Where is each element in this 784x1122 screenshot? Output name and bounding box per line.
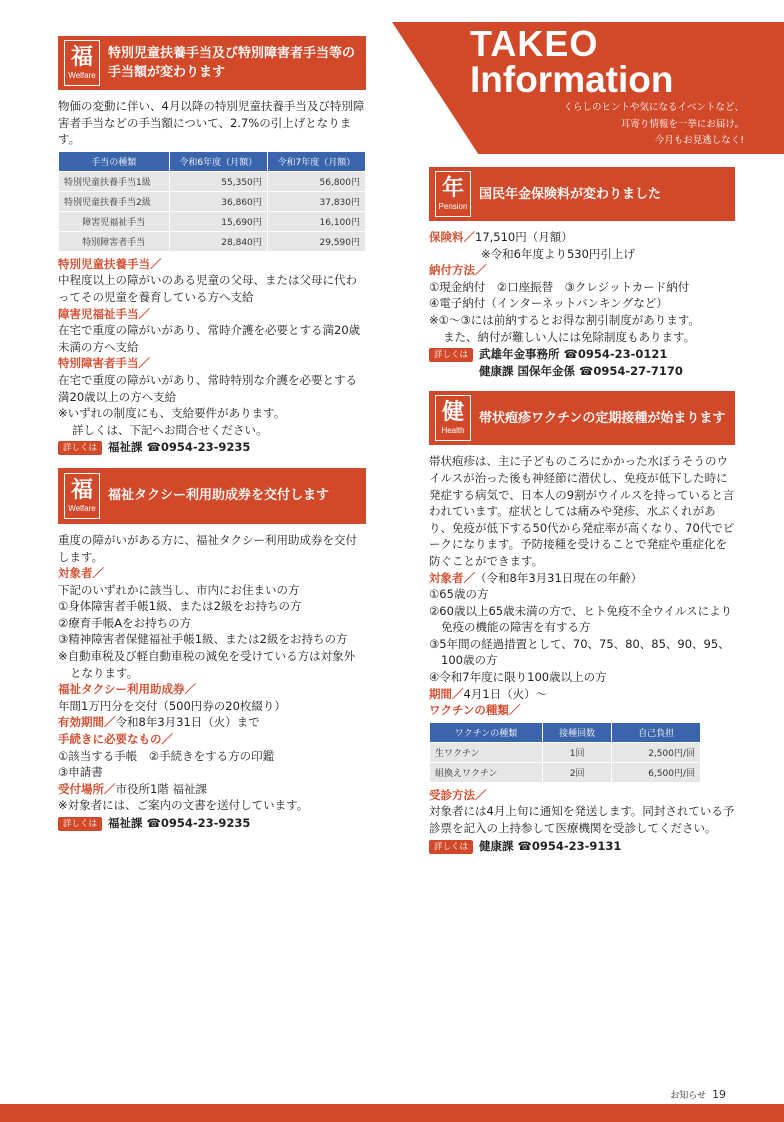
table-cell: 36,860円 xyxy=(169,191,267,211)
pension-title: 国民年金保険料が変わりました xyxy=(479,186,662,202)
table-cell: 1回 xyxy=(543,742,612,762)
details-badge: 詳しくは xyxy=(429,348,473,362)
table-header: ワクチンの種類 xyxy=(430,722,543,742)
place-text: 市役所1階 福祉課 xyxy=(115,781,207,796)
table-header: 自己負担 xyxy=(612,722,701,742)
banner-title-information: Information xyxy=(470,59,674,100)
visit-text: 対象者には4月上旬に通知を発送します。同封されている予診票を記入の上持参して医療機関を受診してください。 xyxy=(429,804,735,836)
pension-article xyxy=(429,167,735,379)
taxi-place xyxy=(58,781,366,798)
details-badge: 詳しくは xyxy=(429,840,473,854)
taxi-target-note: ※自動車税及び軽自動車税の減免を受けている方は対象外となります。 xyxy=(58,649,356,680)
taxi-intro: 重度の障がいがある方に、福祉タクシー利用助成券を交付します。 xyxy=(58,532,357,564)
details-badge: 詳しくは xyxy=(58,441,102,455)
needs-line: ①該当する手帳 ②手続きをする方の印鑑 xyxy=(58,748,275,763)
label-coupon: 福祉タクシー利用助成券／ xyxy=(58,682,196,697)
left-column xyxy=(58,36,366,842)
table-header-row xyxy=(59,151,366,171)
vaccine-heading xyxy=(429,391,735,445)
taxi-note: ※対象者には、ご案内の文書を送付しています。 xyxy=(58,798,309,813)
table-cell: 障害児福祉手当 xyxy=(59,211,170,231)
vaccine-table xyxy=(429,722,701,783)
list-item: ①65歳の方 xyxy=(429,587,489,602)
banner-subtitle-line: くらしのヒントや気になるイベントなど、 xyxy=(563,102,744,113)
taxi-contact xyxy=(58,815,366,832)
table-cell: 29,590円 xyxy=(267,231,365,251)
vaccine-period xyxy=(429,686,735,703)
banner-subtitle-line: 耳寄り情報を一挙にお届け。 xyxy=(620,118,744,130)
details-badge: 詳しくは xyxy=(58,817,102,831)
table-header-row xyxy=(430,722,701,742)
contact-phone: 健康課 ☎0954-23-9131 xyxy=(479,838,622,853)
badge-english: Pension xyxy=(438,202,468,211)
table-row xyxy=(59,171,366,191)
allowance-note-contact: 詳しくは、下記へお問合せください。 xyxy=(72,422,268,437)
taxi-period xyxy=(58,714,366,731)
fee-note: ※令和6年度より530円引上げ xyxy=(481,246,635,261)
footer-bar xyxy=(0,1104,784,1122)
allowance-note: ※いずれの制度にも、支給要件があります。 xyxy=(58,406,286,421)
contact-lines xyxy=(479,346,683,379)
label-period: 有効期間／ xyxy=(58,715,116,730)
label-target: 対象者／ xyxy=(58,566,104,581)
table-cell: 37,830円 xyxy=(267,191,365,211)
taxi-target-intro: 下記のいずれかに該当し、市内にお住まいの方 xyxy=(58,582,300,597)
contact-phone: 福祉課 ☎0954-23-9235 xyxy=(108,816,251,830)
table-cell: 6,500円/回 xyxy=(612,762,701,782)
vaccine-contact xyxy=(429,838,735,855)
badge-english: Health xyxy=(441,426,465,436)
badge-english: Welfare xyxy=(68,71,96,80)
vaccine-article xyxy=(429,391,735,854)
table-cell: 特別児童扶養手当2級 xyxy=(59,191,170,211)
table-cell: 生ワクチン xyxy=(430,742,543,762)
table-cell: 15,690円 xyxy=(169,211,267,231)
banner-subtitle xyxy=(444,100,744,150)
method-line: ①現金納付 ②口座振替 ③クレジットカード納付 xyxy=(429,279,690,294)
taxi-coupon-text: 年間1万円分を交付（500円券の20枚綴り） xyxy=(58,698,286,713)
table-cell: 16,100円 xyxy=(267,211,365,231)
list-item: ③5年間の経過措置として、70、75、80、85、90、95、100歳の方 xyxy=(429,636,730,668)
method-note: また、納付が難しい人には免除制度もあります。 xyxy=(443,329,696,344)
fee-text: 17,510円（月額） xyxy=(475,230,573,244)
table-cell: 特別障害者手当 xyxy=(59,231,170,251)
footer-label: お知らせ xyxy=(670,1091,706,1101)
table-cell: 組換えワクチン xyxy=(430,762,543,782)
table-cell: 28,840円 xyxy=(169,231,267,251)
method-line: ④電子納付（インターネットバンキングなど） xyxy=(429,296,668,311)
allowance-article xyxy=(58,36,366,456)
badge-kanji: 福 xyxy=(70,45,93,70)
banner-title-takeo: TAKEO xyxy=(470,23,599,64)
period-text: 令和8年3月31日（火）まで xyxy=(115,715,260,730)
table-header: 手当の種類 xyxy=(59,151,170,171)
label-special-disabled: 特別障害者手当／ xyxy=(58,356,150,371)
table-row xyxy=(59,191,366,211)
allowance-intro: 物価の変動に伴い、4月以降の特別児童扶養手当及び特別障害者手当などの手当額について、2.7%の引上げとなります。 xyxy=(58,99,365,147)
table-cell: 56,800円 xyxy=(267,171,365,191)
welfare-badge-icon xyxy=(64,40,100,86)
banner-subtitle-line: 今月もお見逃しなく! xyxy=(654,135,744,146)
label-place: 受付場所／ xyxy=(58,781,116,796)
table-row xyxy=(59,231,366,251)
badge-english: Welfare xyxy=(68,503,96,513)
label-target: 対象者／ xyxy=(429,570,475,585)
table-cell: 2回 xyxy=(543,762,612,782)
health-badge-icon xyxy=(435,395,471,441)
taxi-article xyxy=(58,468,366,832)
contact-phone: 武雄年金事務所 ☎0954-23-0121 xyxy=(479,347,668,362)
pension-fee xyxy=(429,229,735,246)
label-needs: 手続きに必要なもの／ xyxy=(58,732,173,747)
list-item: ④令和7年度に限り100歳以上の方 xyxy=(429,670,607,685)
label-visit: 受診方法／ xyxy=(429,787,487,802)
target-suffix: （令和8年3月31日現在の年齢） xyxy=(475,570,643,585)
vaccine-intro: 帯状疱疹は、主に子どものころにかかった水ぼうそうのウイルスが治った後も神経節に潜伏し、免疫が低下した時に発症する病気で、日本人の9割がウイルスを持っていると言われています。症状としては痛みや発疹、水ぶくれがあり、免疫が低下する50代から発症率が高くなり、70代でピークになります。予防接種を受けることで発症や重症化を防ぐことができます。 xyxy=(429,454,735,568)
vaccine-title: 帯状疱疹ワクチンの定期接種が始まります xyxy=(479,410,726,426)
table-row xyxy=(430,742,701,762)
text-disabled-child: 在宅で重度の障がいがあり、常時介護を必要とする満20歳未満の方へ支給 xyxy=(58,323,361,354)
table-row xyxy=(430,762,701,782)
text-special-child: 中程度以上の障がいのある児童の父母、または父母に代わってその児童を養育している方へ支給 xyxy=(58,273,357,304)
table-cell: 特別児童扶養手当1級 xyxy=(59,171,170,191)
method-note: ※①～③には前納するとお得な割引制度があります。 xyxy=(429,312,700,327)
taxi-title: 福祉タクシー利用助成券を交付します xyxy=(108,488,330,504)
allowance-contact xyxy=(58,439,366,456)
vaccine-target xyxy=(429,570,735,587)
table-cell: 2,500円/回 xyxy=(612,742,701,762)
page-footer xyxy=(670,1088,726,1101)
period-text: 4月1日（火）～ xyxy=(463,686,548,701)
pension-badge-icon xyxy=(435,171,471,217)
text-special-disabled: 在宅で重度の障がいがあり、常時特別な介護を必要とする満20歳以上の方へ支給 xyxy=(58,372,357,404)
label-disabled-child: 障害児福祉手当／ xyxy=(58,306,150,321)
label-period: 期間／ xyxy=(429,686,464,701)
label-fee: 保険料／ xyxy=(429,230,475,244)
table-row xyxy=(59,211,366,231)
badge-kanji: 年 xyxy=(441,176,464,201)
table-header: 令和6年度（月額） xyxy=(169,151,267,171)
label-vaccine-type: ワクチンの種類／ xyxy=(429,703,521,718)
needs-line: ③申請書 xyxy=(58,765,103,780)
pension-contact xyxy=(429,346,735,379)
pension-heading xyxy=(429,167,735,221)
list-item: ①身体障害者手帳1級、または2級をお持ちの方 xyxy=(58,599,302,614)
label-special-child: 特別児童扶養手当／ xyxy=(58,256,162,271)
allowance-title: 特別児童扶養手当及び特別障害者手当等の手当額が変わります xyxy=(108,46,356,80)
label-method: 納付方法／ xyxy=(429,263,487,278)
list-item: ③精神障害者保健福祉手帳1級、または2級をお持ちの方 xyxy=(58,632,348,647)
allowance-table xyxy=(58,151,366,252)
taxi-heading xyxy=(58,468,366,524)
table-cell: 55,350円 xyxy=(169,171,267,191)
badge-kanji: 健 xyxy=(441,400,464,426)
table-header: 接種回数 xyxy=(543,722,612,742)
list-item: ②療育手帳Aをお持ちの方 xyxy=(58,615,192,630)
welfare-badge-icon xyxy=(64,473,100,519)
contact-phone: 福祉課 ☎0954-23-9235 xyxy=(108,440,251,455)
table-header: 令和7年度（月額） xyxy=(267,151,365,171)
allowance-heading xyxy=(58,36,366,90)
contact-phone: 健康課 国保年金係 ☎0954-27-7170 xyxy=(479,363,683,378)
list-item: ②60歳以上65歳未満の方で、ヒト免疫不全ウイルスにより免疫の機能の障害を有する方 xyxy=(429,603,733,635)
badge-kanji: 福 xyxy=(70,477,93,503)
right-column xyxy=(429,167,735,864)
page-number: 19 xyxy=(712,1088,726,1101)
